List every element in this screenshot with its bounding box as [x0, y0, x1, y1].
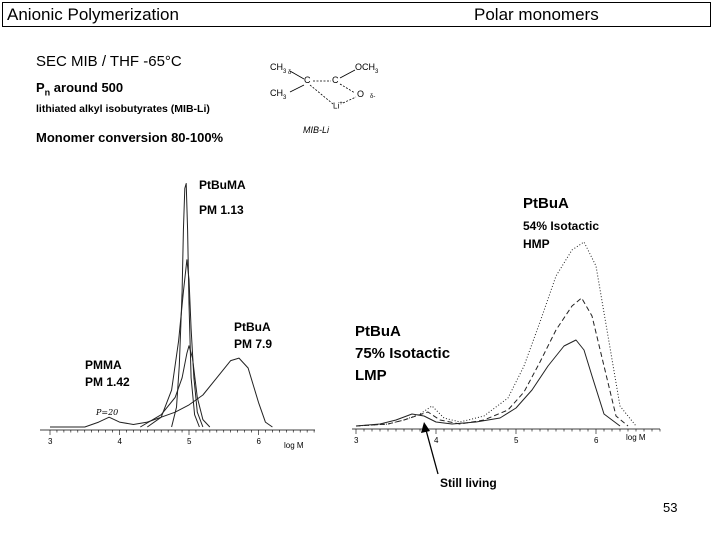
structure-bonds	[290, 70, 356, 104]
left-x-axis-label: log M	[284, 441, 304, 450]
label-handwritten-dp: P=20	[96, 408, 119, 417]
carbon-alpha-label: C	[304, 75, 311, 85]
ch3-top-label: $CH_3$	[270, 62, 287, 75]
ch3-bottom-label: $CH_3$	[270, 88, 287, 101]
label-ptbua-lmp-title: PtBuA	[355, 323, 401, 340]
initiator-line: lithiated alkyl isobutyrates (MIB-Li)	[36, 103, 210, 115]
left-chart-series	[50, 184, 272, 428]
label-ptbua-left: PtBuA	[234, 320, 271, 334]
conditions-line: SEC MIB / THF -65°C	[36, 53, 182, 70]
label-ptbua-hmp-title: PtBuA	[523, 195, 569, 212]
header-topic: Polar monomers	[474, 5, 599, 24]
right-tick-label: 5	[514, 436, 519, 445]
left-tick-label: 4	[117, 437, 122, 446]
header-title: Anionic Polymerization	[7, 5, 179, 24]
right-tick-label: 3	[354, 436, 359, 445]
left-chart-ticks	[48, 430, 314, 446]
label-ptbua-hmp-tacticity: 54% Isotactic	[523, 219, 600, 233]
label-ptbua-hmp-code: HMP	[523, 237, 550, 251]
left-tick-label: 5	[187, 437, 192, 446]
label-still-living: Still living	[440, 476, 497, 490]
label-ptbua-lmp-tacticity: 75% Isotactic	[355, 345, 451, 362]
still-living-arrow	[421, 422, 438, 474]
left-series-line-2	[147, 260, 203, 427]
label-pmma-pm: PM 1.42	[85, 375, 130, 389]
carbon-carbonyl-label: C	[332, 75, 339, 85]
page-number: 53	[663, 500, 678, 515]
right-x-axis-label: log M	[626, 433, 646, 442]
left-tick-label: 3	[48, 437, 53, 446]
pn-symbol: P	[36, 80, 45, 95]
label-ptbuma: PtBuMA	[199, 178, 246, 192]
conversion-line: Monomer conversion 80-100%	[36, 130, 224, 145]
right-tick-label: 6	[594, 436, 599, 445]
label-ptbua-lmp-code: LMP	[355, 367, 387, 384]
label-pmma: PMMA	[85, 358, 122, 372]
delta-minus-1: δ-	[288, 70, 294, 76]
label-ptbuma-pm: PM 1.13	[199, 203, 244, 217]
delta-minus-2: δ-	[370, 94, 376, 100]
pn-value: around 500	[50, 80, 124, 95]
right-chart-ticks	[354, 429, 660, 445]
label-ptbua-pm: PM 7.9	[234, 337, 273, 351]
pn-subscript: n	[44, 87, 51, 98]
right-tick-label: 4	[434, 436, 439, 445]
och3-label: $OCH_3$	[355, 62, 379, 75]
oxygen-label: O	[357, 89, 365, 99]
lithium-label: Li+	[333, 101, 343, 111]
mib-li-name: MIB-Li	[303, 125, 330, 135]
left-tick-label: 6	[256, 437, 261, 446]
